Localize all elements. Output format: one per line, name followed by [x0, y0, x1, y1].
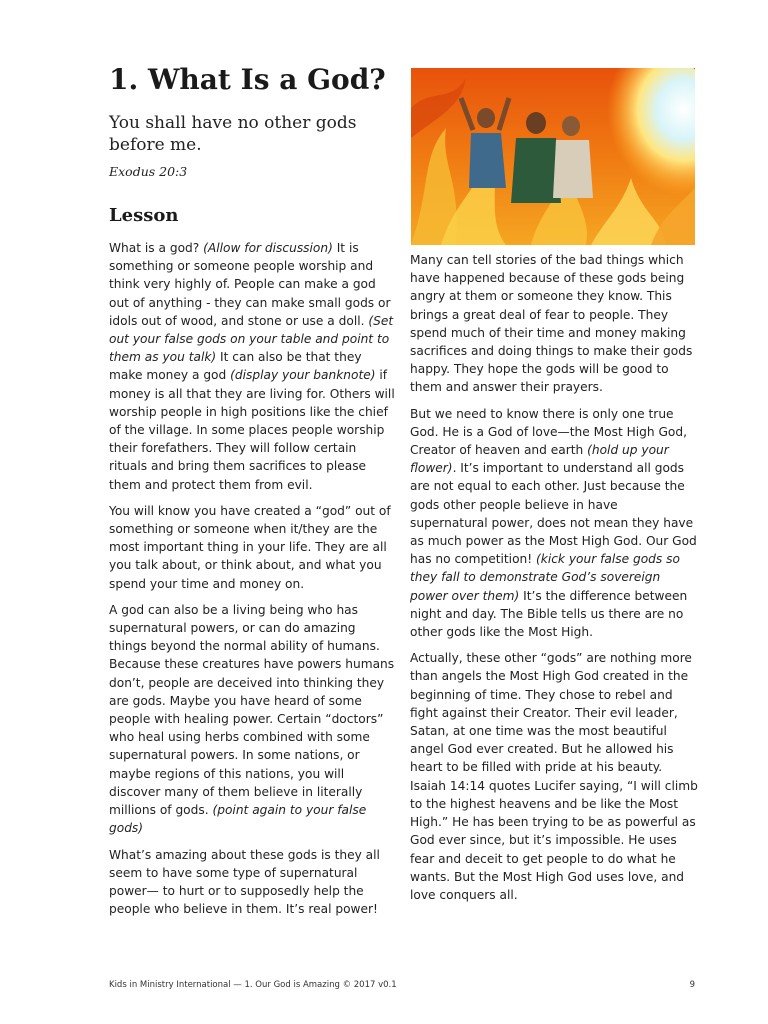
paragraph-text: A god can also be a living being who has supernatural powers, or can do amazing things beyond the normal ability of humans. Because these creatures have powers humans don’t, people are deceived into thinking they are gods. Maybe you have heard of some people with healing power. Certain “doctors” who heal using herbs combined with some supernatural powers. In some nations, or maybe regions of this nations, you will discover many of them believe in literally millions of gods. — [109, 602, 395, 818]
paragraph-text: It can also be that they make money a god — [109, 350, 362, 383]
teacher-instruction: (Set out your false gods on your table and point to them as you talk) — [109, 313, 394, 365]
page-title: 1. What Is a God? — [109, 63, 386, 96]
paragraph-text: Many can tell stories of the bad things which have happened because of these gods being angry at them or someone they know. This brings a great deal of fear to people. They spend much of their time and money making sacrifices and doing things to make their gods happy. They hope the gods will be good to them and answer their prayers. — [410, 253, 693, 395]
teacher-instruction: (hold up your flower) — [410, 443, 669, 476]
teacher-instruction: (point again to your false gods) — [109, 803, 367, 836]
paragraph-text: It’s the difference between night and day. The Bible tells us there are no other gods like the Most High. — [410, 588, 688, 640]
paragraph — [109, 601, 397, 838]
paragraph — [109, 239, 397, 494]
paragraph-text: You will know you have created a “god” out of something or someone when it/they are the most important thing in your life. They are all you talk about, or think about, and what you spend your time and money on. — [109, 503, 391, 591]
paragraph — [410, 251, 698, 397]
left-column — [109, 239, 397, 926]
page-footer — [109, 980, 695, 990]
paragraph — [410, 405, 698, 642]
paragraph-text: What’s amazing about these gods is they all seem to have some type of supernatural power— to hurt or to supposedly help the people who believe in them. It’s real power! — [109, 847, 380, 917]
section-heading: Lesson — [109, 205, 179, 226]
paragraph-text: But we need to know there is only one true God. He is a God of love—the Most High God, Creator of heaven and earth — [410, 406, 687, 458]
paragraph-text: Actually, these other “gods” are nothing more than angels the Most High God created in the beginning of time. They chose to rebel and fight against their Creator. Their evil leader, Satan, at one time was the most beautiful angel God ever created. But he allowed his heart to be filled with pride at his beauty. Isaiah 14:14 quotes Lucifer saying, “I will climb to the highest heavens and be like the Most High.” He has been trying to be as powerful as God ever since, but it’s impossible. He uses fear and deceit to get people to do what he wants. But the Most High God uses love, and love conquers all. — [410, 651, 698, 902]
page-number: 9 — [689, 980, 695, 990]
paragraph-text: . It’s important to understand all gods are not equal to each other. Just because the gods other people believe in have supernatural power, does not mean they have as much power as the Most High God. Our God has no competition! — [410, 461, 697, 567]
paragraph — [410, 649, 698, 904]
paragraph-text: It is something or someone people worship and think very highly of. People can make a god out of anything - they can make small gods or idols out of wood, and stone or use a doll. — [109, 241, 391, 328]
paragraph — [109, 846, 397, 919]
teacher-instruction: (kick your false gods so they fall to demonstrate God’s sovereign power over them) — [410, 552, 680, 603]
footer-text: Kids in Ministry International — 1. Our God is Amazing © 2017 v0.1 — [109, 980, 397, 990]
memory-verse: You shall have no other gods before me. — [109, 113, 357, 155]
teacher-instruction: (display your banknote) — [230, 368, 376, 383]
paragraph-text: What is a god? — [109, 241, 204, 255]
verse-reference: Exodus 20:3 — [109, 164, 188, 179]
fiery-furnace-illustration — [411, 68, 695, 245]
right-column — [410, 251, 698, 912]
teacher-instruction: (Allow for discussion) — [203, 241, 333, 255]
paragraph-text: if money is all that they are living for. Others will worship people in high positions like the chief of the village. In some places people worship their forefathers. They will follow certain rituals and bring them sacrifices to please them and protect them from evil. — [109, 368, 395, 492]
paragraph — [109, 502, 397, 593]
